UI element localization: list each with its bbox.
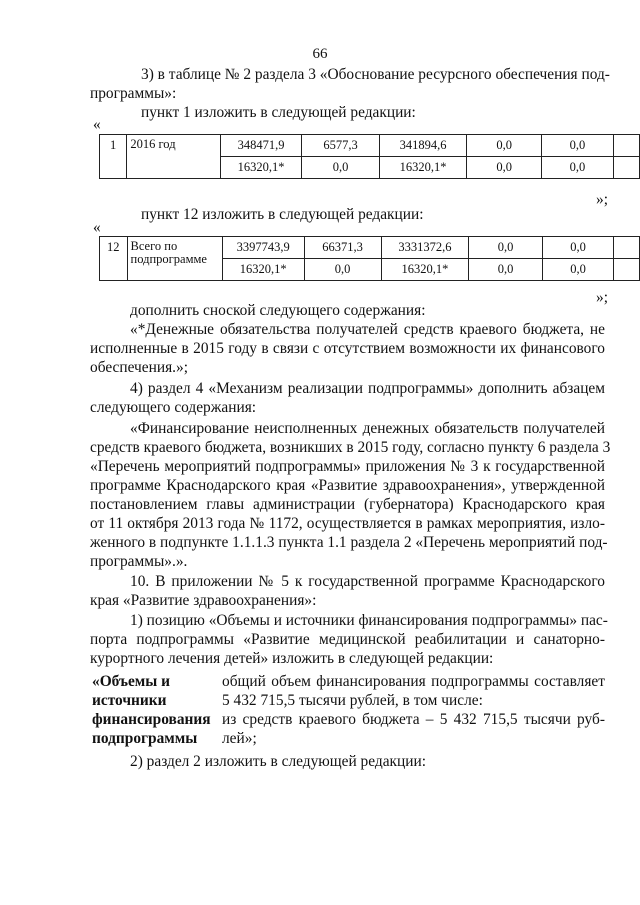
paragraph-line: порта подпрограммы «Развитие медицинской реабилитации и санаторно-: [90, 631, 605, 648]
passport-value-line: 5 432 715,5 тысячи рублей, в том числе:: [222, 692, 483, 709]
table-cell-num: 1: [100, 135, 127, 179]
table-cell: 341894,6: [379, 135, 467, 157]
table-cell: 0,0: [543, 237, 614, 259]
table-cell: 16320,1*: [379, 157, 467, 179]
passport-value-line: общий объем финансирования подпрограммы составляет: [222, 673, 605, 690]
paragraph-line: «Финансирование неисполненных денежных обязательств получателей: [130, 420, 605, 437]
paragraph-line: пункт 12 изложить в следующей редакции:: [141, 206, 424, 223]
passport-label-line: финансирования: [92, 711, 211, 728]
paragraph-line: 1) позицию «Объемы и источники финансирования подпрограммы» пас-: [130, 612, 608, 629]
paragraph-line: курортного лечения детей» изложить в следующей редакции:: [90, 650, 494, 667]
table-cell: 0,0: [302, 157, 379, 179]
table-cell: 16320,1*: [381, 259, 468, 281]
table-cell: 0,0: [543, 259, 614, 281]
table-cell: 66371,3: [304, 237, 381, 259]
paragraph-line: «Перечень мероприятий подпрограммы» приложения № 3 к государственной: [90, 458, 605, 475]
table-cell: 16320,1*: [220, 157, 302, 179]
paragraph-line: пункт 1 изложить в следующей редакции:: [141, 104, 416, 121]
finance-table-1: [99, 134, 640, 179]
quote-open: «: [93, 116, 101, 133]
passport-label-line: «Объемы и: [92, 673, 170, 690]
paragraph-line: от 11 октября 2013 года № 1172, осуществляется в рамках мероприятия, изло-: [90, 515, 605, 532]
passport-value-line: лей»;: [222, 730, 257, 747]
passport-label-line: источники: [92, 692, 167, 709]
table-cell-num: 12: [100, 237, 128, 281]
paragraph-line: края «Развитие здравоохранения»:: [90, 592, 317, 609]
passport-label-line: подпрограммы: [92, 730, 198, 747]
table-cell: 3397743,9: [222, 237, 304, 259]
table-cell: 0,0: [467, 157, 542, 179]
table-cell-empty: [614, 237, 640, 259]
paragraph-line: постановлением главы администрации (губернатора) Краснодарского края: [90, 496, 605, 513]
table-cell: 6577,3: [302, 135, 379, 157]
paragraph-line: 4) раздел 4 «Механизм реализации подпрограммы» дополнить абзацем: [130, 380, 605, 397]
paragraph-line: 3) в таблице № 2 раздела 3 «Обоснование ресурсного обеспечения под-: [141, 66, 610, 83]
paragraph-line: средств краевого бюджета, возникших в 2015 году, согласно пункту 6 раздела 3: [90, 439, 611, 456]
quote-open: «: [93, 219, 101, 236]
table-cell-empty: [614, 259, 640, 281]
paragraph-line: программе Краснодарского края «Развитие здравоохранения», утвержденной: [90, 477, 605, 494]
table-cell: 0,0: [541, 157, 613, 179]
table-cell: 0,0: [467, 135, 542, 157]
paragraph-line: программы»:: [90, 85, 177, 102]
paragraph-line: программы».».: [90, 553, 188, 570]
table-cell-empty: [613, 135, 639, 157]
table-cell: 0,0: [541, 135, 613, 157]
quote-close: »;: [596, 191, 608, 208]
paragraph-line: исполненные в 2015 году в связи с отсутствием возможности их финансового: [90, 340, 605, 357]
table-cell: 348471,9: [220, 135, 302, 157]
page-number: 66: [312, 46, 328, 62]
paragraph-line: 2) раздел 2 изложить в следующей редакции:: [130, 753, 426, 770]
table-cell-empty: [613, 157, 639, 179]
table-cell: 0,0: [469, 259, 543, 281]
table-cell-name: 2016 год: [127, 135, 220, 179]
paragraph-line: дополнить сноской следующего содержания:: [130, 302, 426, 319]
passport-value-line: из средств краевого бюджета – 5 432 715,5 тысячи руб-: [222, 711, 605, 728]
table-cell: 0,0: [469, 237, 543, 259]
paragraph-line: женного в подпункте 1.1.1.3 пункта 1.1 раздела 2 «Перечень мероприятий под-: [90, 534, 608, 551]
paragraph-line: «*Денежные обязательства получателей средств краевого бюджета, не: [130, 321, 605, 338]
paragraph-line: обеспечения.»;: [90, 359, 188, 376]
quote-close: »;: [596, 289, 608, 306]
table-cell: 16320,1*: [222, 259, 304, 281]
paragraph-line: следующего содержания:: [90, 399, 257, 416]
table-cell: 3331372,6: [381, 237, 468, 259]
paragraph-line: 10. В приложении № 5 к государственной программе Краснодарского: [130, 573, 605, 590]
table-cell: 0,0: [304, 259, 381, 281]
table-cell-name: Всего по подпрограмме: [127, 237, 222, 281]
finance-table-2: [99, 236, 640, 281]
